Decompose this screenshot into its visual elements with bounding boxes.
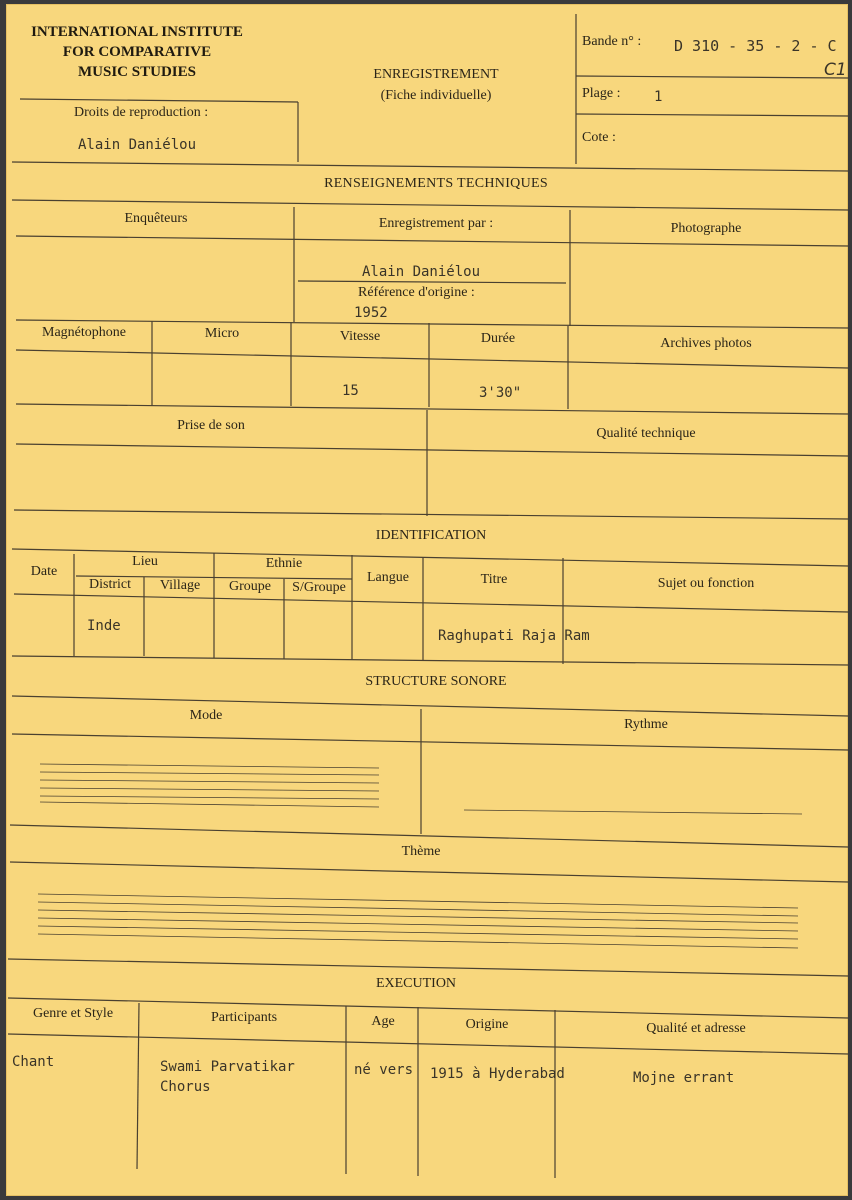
cote-label: Cote : <box>582 130 616 145</box>
qualite-technique-label: Qualité technique <box>596 426 696 441</box>
origine-value: 1915 à Hyderabad <box>430 1066 565 1082</box>
langue-label: Langue <box>367 570 409 585</box>
institute-name-line-3: MUSIC STUDIES <box>78 64 196 80</box>
titre-value: Raghupati Raja Ram <box>438 628 590 644</box>
sujet-label: Sujet ou fonction <box>657 576 755 591</box>
photographe-label: Photographe <box>670 221 742 236</box>
mode-label: Mode <box>189 708 223 723</box>
qualite-adresse-label: Qualité et adresse <box>646 1021 746 1036</box>
archives-photos-label: Archives photos <box>660 336 752 351</box>
rights-label: Droits de reproduction : <box>74 105 209 120</box>
form-title: ENREGISTREMENT <box>373 67 499 82</box>
qualite-adresse-value: Mojne errant <box>633 1070 735 1086</box>
theme-label: Thème <box>401 844 441 859</box>
execution-section-title: EXECUTION <box>375 976 457 991</box>
genre-style-label: Genre et Style <box>32 1006 114 1021</box>
plage-label: Plage : <box>582 86 621 101</box>
bande-value: D 310 - 35 - 2 - C <box>674 37 837 55</box>
origine-label: Origine <box>465 1017 509 1032</box>
rythme-label: Rythme <box>624 717 668 732</box>
groupe-label: Groupe <box>229 579 271 594</box>
bande-label: Bande n° : <box>582 34 642 49</box>
ethnie-label: Ethnie <box>265 556 303 571</box>
identification-section-title: IDENTIFICATION <box>375 528 487 543</box>
village-label: Village <box>159 578 201 593</box>
enqueteurs-label: Enquêteurs <box>124 211 188 226</box>
duree-label: Durée <box>480 331 516 346</box>
age-label: Age <box>371 1014 395 1029</box>
participant-1: Swami Parvatikar <box>160 1059 295 1075</box>
bande-handwritten-note: C1 <box>824 60 847 80</box>
district-label: District <box>89 577 131 592</box>
genre-value: Chant <box>12 1054 55 1070</box>
participants-label: Participants <box>210 1010 278 1025</box>
micro-label: Micro <box>204 326 240 341</box>
prise-de-son-label: Prise de son <box>177 418 245 433</box>
institute-name-line-1: INTERNATIONAL INSTITUTE <box>31 24 243 40</box>
participant-2: Chorus <box>160 1079 211 1095</box>
archive-record-card <box>6 4 848 1196</box>
district-value: Inde <box>87 618 121 634</box>
magnetophone-label: Magnétophone <box>42 325 126 340</box>
vitesse-label: Vitesse <box>339 329 381 344</box>
reference-value: 1952 <box>354 305 388 321</box>
age-value: né vers <box>354 1062 414 1078</box>
structure-section-title: STRUCTURE SONORE <box>365 674 507 689</box>
plage-value: 1 <box>654 89 663 105</box>
technical-section-title: RENSEIGNEMENTS TECHNIQUES <box>324 176 548 191</box>
rights-value: Alain Daniélou <box>78 137 197 153</box>
titre-label: Titre <box>480 572 508 587</box>
form-subtitle: (Fiche individuelle) <box>380 88 492 103</box>
date-label: Date <box>30 564 58 579</box>
lieu-label: Lieu <box>132 554 158 569</box>
enregistrement-value: Alain Daniélou <box>362 264 481 280</box>
institute-name-line-2: FOR COMPARATIVE <box>62 44 212 60</box>
vitesse-value: 15 <box>342 383 359 399</box>
sgroupe-label: S/Groupe <box>292 580 346 595</box>
enregistrement-label: Enregistrement par : <box>378 216 494 231</box>
duree-value: 3'30" <box>479 385 522 401</box>
reference-label: Référence d'origine : <box>358 285 475 300</box>
